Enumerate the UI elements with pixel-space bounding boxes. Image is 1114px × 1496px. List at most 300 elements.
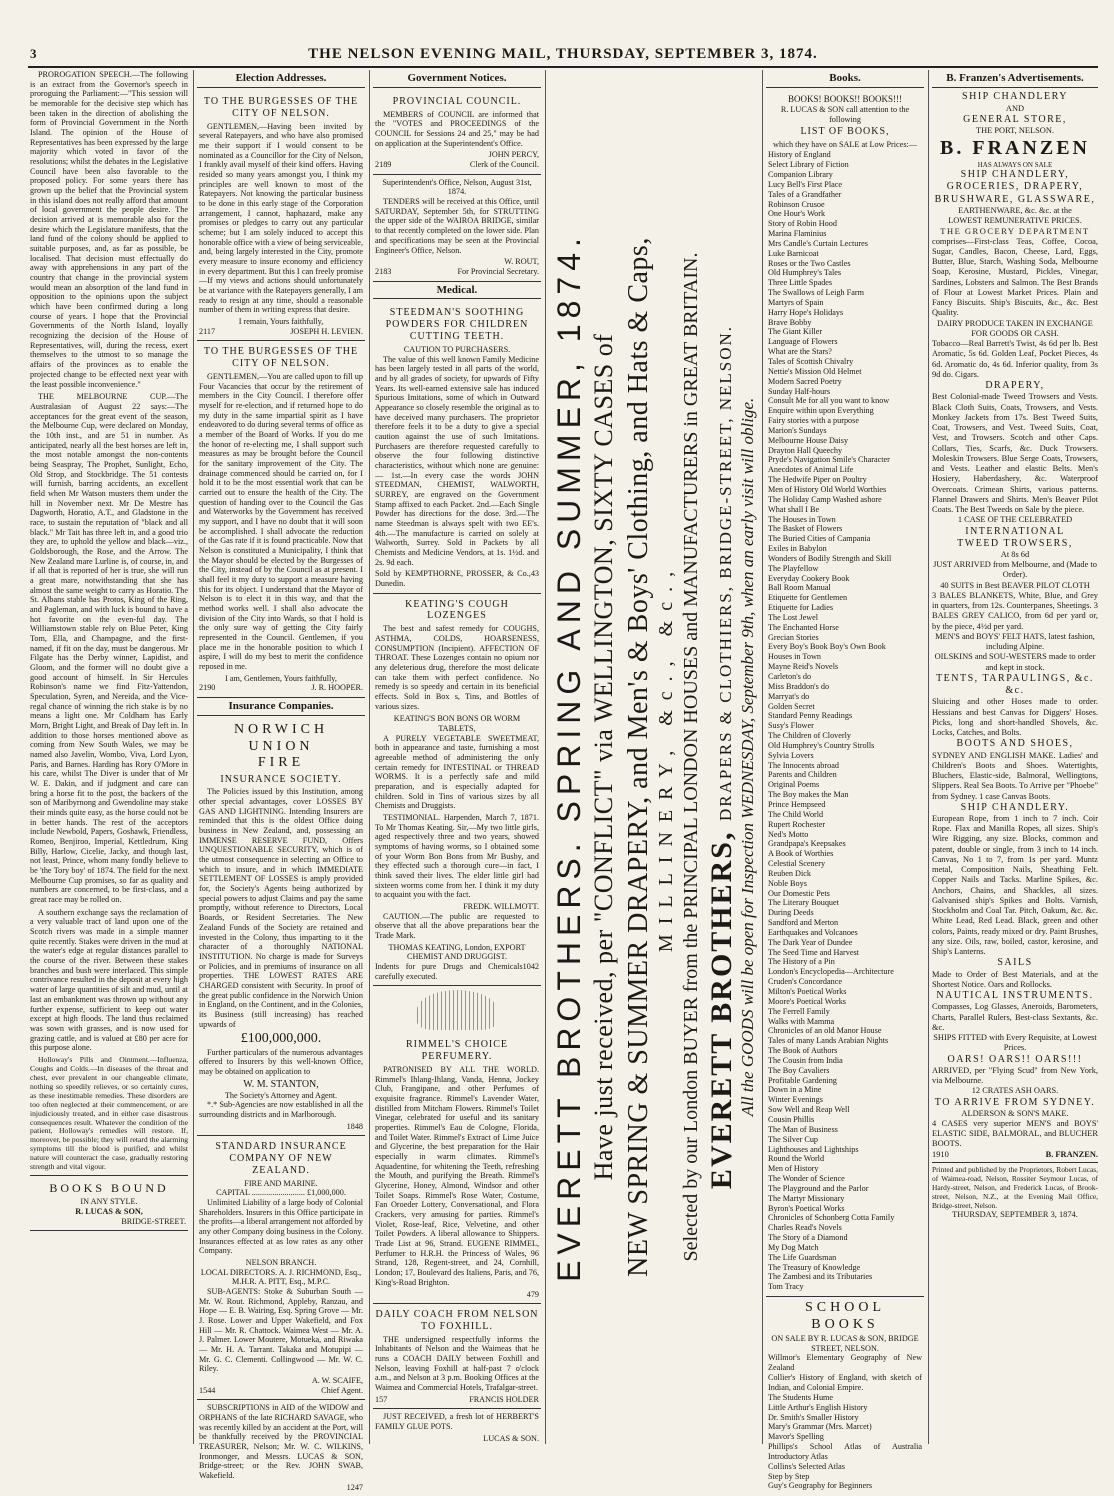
book-list-item: Marryat's do	[768, 691, 810, 701]
everett-selected: Selected by our London BUYER from the PRINCIPAL LONDON HOUSES and MANUFACTURERS in GREAT BRITAIN.	[680, 252, 702, 1262]
nu-num: 1848	[346, 1121, 363, 1131]
std-agents: SUB-AGENTS: Stoke & Suburban South — Mr. W. Rout. Richmond, Appleby, Ranzau, and Hope — E. B. Wairing, Esq. Spring Grove — Mr. J. Rose. Lower and Upper Wakefield, and Fox Hill — Mr. R. Chattock. Waimea West — Mr. A. J. Palmer. Lower Moutere, Motueka, and Riwaka — Mr. H. A. Tarrant. Takaka and Motupipi — Mr. G. C. Clementi. Collingwood — Mr. W. C. Riley.	[199, 1287, 363, 1374]
imprint: Printed and published by the Proprietors, Robert Lucas, of Waimea-road, Nelson, Rossiter Seymour Lucas, of Hardy-street, Nelson, and Frederick Lucas, of Brook-street, Nelson, N.Z., at the Evening Mail Office, Bridge-street, Nelson.	[932, 1162, 1098, 1210]
worm-caution: CAUTION.—The public are requested to observe that all the above preparations bear the Trade Mark.	[375, 911, 539, 941]
book-list-item: Harry Hope's Holidays	[768, 307, 844, 317]
everett-name	[705, 70, 739, 1444]
book-list-item: London's Encyclopedia—Architecture	[768, 967, 894, 977]
school-book-item: Collins's Selected Atlas	[768, 1461, 845, 1471]
prorogation-speech: PROROGATION SPEECH.—The following is an extract from the Governor's speech in proroguing the Parliament:—"This session will be memorable for the decisive step which has been taken in the direction of abolishing the form of Provincial Government in the North Island. The opinion of the House of Representatives has been expressed by the large majority which voted in favor of the resolutions; whilst the debates in the Legislative Council have been also favorable to the proposed policy. For some years there has grown up the belief that the Provincial system in this island does not really afford that amount of local government the people desire. The decision arrived at is memorable also for the desire which the Legislature manifests, that the land fund of the colony should be applied to suitable purposes, and, as far as possible, be localised. That decision must effectually do away with apprehensions in any part of the country that change in the provincial system would mean an absorption of the land fund in opposition to the opinions upon the subject which have been confirmed during a long course of years. I hope that the Provincial Governments of the North Island, loyally recognizing the decision of the House of Representatives, will, during the recess, exert themselves to the utmost to so manage the affairs of the provinces as to enable the projected change to be effected next year with the least possible inconvenience."	[30, 70, 188, 389]
std-agent-role: Chief Agent.	[321, 1385, 363, 1395]
school-books-list	[768, 1353, 922, 1491]
franzen-l3: GENERAL STORE,	[963, 113, 1067, 125]
franzen-sydney: TO ARRIVE FROM SYDNEY.	[934, 1096, 1096, 1108]
book-list-item: The Boy makes the Man	[768, 790, 849, 800]
nu-agent: W. M. STANTON,	[243, 1078, 319, 1090]
nu-tail: Further particulars of the numerous advantages offered to Insurers by this well-known Office, may be obtained on application to	[199, 1047, 363, 1077]
everett-received: Have just received, per "CONFLICT" via WELLINGTON, SIXTY CASES of	[589, 333, 618, 1181]
book-list-item: Everyday Cookery Book	[768, 573, 850, 583]
pc-role: Clerk of the Council.	[469, 160, 539, 170]
keating-lozenges-ad	[373, 594, 541, 987]
book-list-item: Walks with Mamma	[768, 1016, 835, 1026]
book-list-item: Prince Hempseed	[768, 799, 826, 809]
book-list-item: Consult Me for all you want to know	[768, 396, 890, 406]
hooper-name: J. R. HOOPER.	[311, 683, 363, 693]
book-list-item: The Swallows of Leigh Farm	[768, 288, 864, 298]
std-agent: A. W. SCAIFE,	[311, 1376, 363, 1386]
franzen-tweed-price: At 8s 6d	[1000, 549, 1030, 559]
book-list-item: The Lost Jewel	[768, 612, 819, 622]
book-list-item: The Basket of Flowers	[768, 524, 843, 534]
std-sub: FIRE AND MARINE.	[244, 1178, 318, 1188]
franzen-tweed: TWEED TROWSERS,	[957, 537, 1073, 549]
book-list-item: Sunday Half-hours	[768, 386, 831, 396]
provincial-council-notice	[373, 91, 541, 175]
book-list-item: Enquire within upon Everything	[768, 406, 874, 416]
nu-amount: £100,000,000.	[240, 1031, 322, 1047]
book-list-item: The Child World	[768, 809, 824, 819]
franzen-oilskins: OILSKINS and SOU-WESTERS made to order and kept in stock.	[934, 652, 1096, 672]
book-list-item: The Innocents abroad	[768, 760, 839, 770]
franzen-oars-body: ARRIVED, per "Flying Scud" from New York, via Melbourne.	[932, 1065, 1098, 1085]
sub-num: 1247	[346, 1482, 363, 1492]
levien-num: 2117	[199, 326, 216, 336]
book-list-item: Sylvia Lovers	[768, 750, 814, 760]
book-list-item: Winter Evenings	[768, 1095, 823, 1105]
book-list-item: Old Humphrey's Tales	[768, 268, 842, 278]
pc-body: MEMBERS of COUNCIL are informed that the "VOTES and PROCEEDINGS of the COUNCIL for Sessions 24 and 25," may be had on application at the Superintendent's Office.	[375, 109, 539, 148]
std-capital: CAPITAL .......................... £1,000,000.	[216, 1188, 346, 1198]
books-list	[768, 150, 922, 1292]
franzen-dairy: DAIRY PRODUCE TAKEN IN EXCHANGE FOR GOODS OR CASH.	[937, 318, 1093, 338]
book-list-item: Roses or the Two Castles	[768, 258, 851, 268]
insurance-heading: Insurance Companies.	[197, 700, 365, 716]
book-list-item: The Literary Bouquet	[768, 898, 839, 908]
book-list-item: Tales of Scottish Chivalry	[768, 357, 854, 367]
franzen-boots-body: SYDNEY AND ENGLISH MAKE. Ladies' and Children's Boots and Shoes. Watertights, Bluchers, Elastic-side, Balmoral, Wellingtons, Slippers. Real Sea Boots. To Arrive per "Phoebe" from Sydney. 1 case Canvas Boots.	[932, 750, 1098, 801]
column-books	[766, 70, 924, 1491]
steedman-num: 43	[530, 569, 539, 579]
pc-title: PROVINCIAL COUNCIL.	[392, 95, 522, 107]
book-list-item: The Book of Authors	[768, 1046, 838, 1056]
book-list-item: Noble Boys	[768, 878, 807, 888]
book-list-item: The Enchanted Horse	[768, 622, 839, 632]
rimmel-num: 479	[526, 1289, 539, 1299]
keating-num: 1042	[522, 962, 539, 972]
steedman-title: STEEDMAN'S SOOTHING POWDERS FOR CHILDREN CUTTING TEETH.	[385, 307, 529, 343]
franzen-drapery: DRAPERY,	[985, 380, 1045, 392]
book-list-item: The Hedwife Piper on Poultry	[768, 475, 867, 485]
book-list-item: Byron's Poetical Works	[768, 1203, 845, 1213]
franzen-groc: GROCERIES, DRAPERY,	[946, 181, 1084, 193]
franzen-lowest: LOWEST REMUNERATIVE PRICES.	[948, 216, 1082, 226]
column-rule	[928, 70, 929, 1444]
book-list-item: Luke Barnicoat	[768, 248, 819, 258]
book-list-item: Cousin Phillis	[768, 1114, 815, 1124]
book-list-item: The Silver Cup	[768, 1134, 819, 1144]
steedman-sold: Sold by KEMPTHORNE, PROSSER, & Co., Dunedin.	[375, 569, 531, 588]
franzen-drapery-body: Best Colonial-made Tweed Trowsers and Vests. Black Cloth Suits, Coats, Trowsers, and Vests. Monkey Jackets from 17s. Best Tweed Suits, Coat, Trowsers, and Vest. Tweed Suits, Coat, Vest, and Trowsers. Scotch and other Caps. Collars, Ties, Scarfs, &c. Duck Trowsers. Moleskin Trowsers. Blue Serge Coats, Trowsers, and Vests. Leather and elastic Belts. Men's Hosiery, Haberdashery, &c. Waterproof Overcoats. Crimean Shirts, various patterns. Flannel Drawers and Shirts. Men's Beaver Pilot Coats. The Best Tweeds on Sale by the piece.	[932, 392, 1098, 515]
franzen-has: HAS ALWAYS ON SALE	[977, 160, 1053, 169]
book-list-item: Marion's Sundays	[768, 425, 827, 435]
medical-heading: Medical.	[373, 284, 541, 300]
std-num: 1544	[199, 1385, 216, 1395]
book-list-item: Pryde's Navigation Smile's Character	[768, 455, 890, 465]
franzen-tents-body: Sluicing and other Hoses made to order. Hessians and best Canvas for Diggers' Hoses. Picks, long and short-handled Shovels, &c. Locks, Catches, and Bolts.	[932, 697, 1098, 738]
book-list-item: Cruden's Concordance	[768, 977, 843, 987]
nu-fire: FIRE	[257, 755, 305, 771]
school-book-item: Mary's Grammar (Mrs. Marcet)	[768, 1422, 872, 1432]
school-book-item: Step by Step	[768, 1471, 810, 1481]
book-list-item: The Children of Cloverly	[768, 731, 851, 741]
book-list-item: Wonders of Bodily Strength and Skill	[768, 553, 892, 563]
book-list-item: Mrs Candle's Curtain Lectures	[768, 238, 868, 248]
book-list-item: Reuben Dick	[768, 868, 811, 878]
school-book-item: Little Arthur's English History	[768, 1402, 868, 1412]
std-branch: NELSON BRANCH.	[245, 1258, 317, 1267]
sub-body: SUBSCRIPTIONS in AID of the WIDOW and ORPHANS of the late RICHARD SAVAGE, who was recently killed by an accident at the Port, will be thankfully received by the PROVINCIAL TREASURER, Nelson; Mr. W. C. WILKINS, Ironmonger, and Messrs. LUCAS & SON, Bridge-street; or the Rev. JOHN SWAB, Wakefield.	[199, 1403, 363, 1481]
book-list-item: Language of Flowers	[768, 337, 838, 347]
government-heading: Government Notices.	[373, 72, 541, 88]
book-list-item: Down in a Mine	[768, 1085, 822, 1095]
hooper-body: GENTLEMEN,—You are called upon to fill up Four Vacancies that occur by the retirement of members in the City Council. I therefore offer myself for re-election, and if returned hope to do my duty in the same impartial spirit as I have endeavored to do during several terms of office as a member of the Board of Works. If you do me the honor of re-electing me, I shall support such measures as may be brought before the Council for the sanitary improvement of the City. The drainage commenced should be carried on, for I hold it to be the most essential work that can be carried out to ensure the health of the City. The question of handing over to the Council the Gas and Waterworks by the Government has received my support, and I have no doubt that it will soon be accomplished. I shall advocate the reduction of the Gas rate if it is found practicable. Now that Nelson is constituted a Municipality, I think that the Mayor should be elected by the Burgesses of the City, instead of by the Council as at present. I shall feel it my duty to support a measure having this for its object. I understand that the Mayor of Nelson is to elect it in this way, and that the method works well. I shall also advocate the division of the City into Wards, so that I hold is the only sure way of getting the City fairly represented in the Council. Gentlemen, if you place me in the honorable position to which I aspire, I will do my best to merit the confidence reposed in me.	[199, 371, 363, 672]
franzen-sails: SAILS	[997, 957, 1033, 969]
book-list-item: What are the Stars?	[768, 347, 832, 357]
book-list-item: Every Boy's Book Boy's Own Book	[768, 642, 886, 652]
book-list-item: Three Little Spades	[768, 278, 833, 288]
levien-title: TO THE BURGESSES OF THE CITY OF NELSON.	[203, 95, 359, 119]
book-list-item: Parents and Children	[768, 770, 837, 780]
books-bound-addr: BRIDGE-STREET.	[121, 1216, 186, 1226]
books-intro: R. LUCAS & SON call attention to the following	[780, 104, 910, 124]
franzen-heading: B. Franzen's Advertisements.	[932, 72, 1098, 88]
book-list-item: Moore's Poetical Works	[768, 996, 846, 1006]
book-list-item: The Dark Year of Dundee	[768, 937, 853, 947]
book-list-item: Grandpapa's Keepsakes	[768, 839, 846, 849]
franzen-sig-num: 1910	[932, 1149, 949, 1159]
franzen-blankets: 3 BALES BLANKETS, White, Blue, and Grey in quarters, from 12s. Counterpanes, Sheetings. 3 BALES GREY CALICO, from 6d per yard or, by the piece, 4½d per yard.	[932, 590, 1098, 631]
books-list-title: LIST OF BOOKS,	[800, 126, 890, 138]
coach-num: 157	[375, 1394, 388, 1404]
coach-title: DAILY COACH FROM NELSON TO FOXHILL.	[375, 1309, 539, 1332]
pc-num: 2189	[375, 160, 392, 170]
franzen-sails-body: Made to Order of Best Materials, and at the Shortest Notice. Oars and Rollocks.	[932, 969, 1098, 989]
column-rule	[762, 70, 763, 1444]
franzen-tents: TENTS, TARPAULINGS, &c. &c.	[936, 672, 1094, 697]
school-book-item: The Students Hume	[768, 1392, 834, 1402]
everett-name-text: EVERETT BROTHERS,	[705, 830, 738, 1190]
books-bound-sig: R. LUCAS & SON,	[75, 1207, 143, 1217]
book-list-item: During Deeds	[768, 908, 814, 918]
franzen-l1: SHIP CHANDLERY	[962, 91, 1068, 103]
franzen-l2: AND	[1005, 103, 1025, 113]
book-list-item: Drayton Hall Queechy	[768, 445, 843, 455]
franzen-felt: MEN'S and BOYS' FELT HATS, latest fashion, including Alpine.	[935, 631, 1095, 652]
book-list-item: A Book of Worthies	[768, 849, 834, 859]
school-book-item: Willmor's Elementary Geography of New Zealand	[768, 1353, 922, 1373]
book-list-item: Exiles in Babylon	[768, 544, 827, 554]
book-list-item: Charles Read's Novels	[768, 1223, 842, 1233]
book-list-item: Sow Well and Reap Well	[768, 1105, 850, 1115]
book-list-item: The Playground and the Parlor	[768, 1183, 869, 1193]
school-book-item: Dr. Smith's Smaller History	[768, 1412, 859, 1422]
imprint-date: THURSDAY, SEPTEMBER 3, 1874.	[952, 1210, 1078, 1220]
levien-sign: I remain, Yours faithfully,	[238, 317, 324, 326]
hooper-title: TO THE BURGESSES OF THE CITY OF NELSON.	[203, 346, 359, 370]
book-list-item: Sandford and Merton	[768, 918, 839, 928]
book-list-item: Carleton's do	[768, 672, 812, 682]
book-list-item: The Holiday Camp Washed ashore	[768, 494, 882, 504]
franzen-ash: 12 CRATES ASH OARS.	[971, 1086, 1059, 1096]
steedman-body: The value of this well known Family Medicine has been largely tested in all parts of the world, and by all grades of society, for upwards of Fifty Years. Its well-earned extensive sale has induced Spurious Imitations, some of which in Outward Appearance so closely resemble the original as to have deceived many purchasers. The proprietor therefore feels it to be a duty to give a special caution against the use of such Imitations. Purchasers are therefore requested carefully to observe the four following distinctive characteristics, without which none are genuine:— 1st.—In every case the words JOHN STEEDMAN, CHEMIST, WALWORTH, SURREY, are engraved on the Government Stamp affixed to each Packet. 2nd.—Each Single Powder has directions for the dose. 3rd.—The name Steedman is always spelt with two EE's. 4th.—The manufacture is carried on solely at Walworth, Surrey. Sold in Packets by all Chemists and Medicine Vendors, at 1s. 1½d. and 2s. 9d each.	[375, 354, 539, 567]
std-directors: LOCAL DIRECTORS. A. J. RICHMOND, Esq., M.H.R. A. PITT, Esq., M.P.C.	[200, 1267, 362, 1287]
everett-address: DRAPERS & CLOTHIERS, BRIDGE-STREET, NELSON.	[716, 324, 735, 821]
book-list-item: Houses in Town	[768, 652, 821, 662]
book-list-item: Earthquakes and Volcanoes	[768, 927, 858, 937]
book-list-item: Tales of many Lands Arabian Nights	[768, 1036, 889, 1046]
franzen-intl: INTERNATIONAL	[965, 525, 1065, 537]
book-list-item: Our Domestic Pets	[768, 888, 830, 898]
worm-title: KEATING'S BON BONS OR WORM TABLETS,	[393, 714, 521, 733]
book-list-item: Modern Sacred Poetry	[768, 376, 842, 386]
franzen-boots: BOOTS AND SHOES,	[956, 738, 1074, 750]
hooper-num: 2190	[199, 683, 216, 693]
book-list-item: Grecian Stories	[768, 632, 819, 642]
book-list-item: Marina Flaminius	[768, 229, 827, 239]
melbourne-cup: THE MELBOURNE CUP.—The Australasian of August 22 says:—The acceptances for the great event of the season, the Melbourne Cup, were declared on Monday, the 10th inst., and are 51 in number. As anticipated, nearly all the best horses are left in, the most notable amongst the non-contents being Seaspray, The Prophet, Sunlight, Echo, Old Strop, and Stockbridge. The 51 contests will furnish, barring accidents, an excellent field when Mr Watson musters them under the hill in November next. Mr De Mestre has Dagworth, Horatio, A.T., and Gladstone in the race, to sustain the reputation of "black and all black." Mr Tait has three left in, and a good trio they are, to uphold the yellow and black—viz., Goldsborough, the Rose, and the Arrow. The New Zealand mare Lurline is, of course, in, and if all that is reported of her is true, she will run a great mare, notwithstanding that she has almost the same weight to carry as Horatio. The St. Albans stable has Protos, King of the Ring, and Pagleman, and with luck is bound to have a hot favorite on the even-ful day. The Williamstown stable rely on Blue Peter, King Tom, Ella, and Champagne, and the first-named, if fit on the day, must be dangerous. Mr Filgate has the Derby winner, Lapidist, and Gloom, and the former will no doubt give a good account of himself. In Sir Hercules Robinson's name we find Fitz-Yattendon, Speculation, Syren, and Nereida, and the Vice-regal chance of winning the rich stake is by no means a light one. Mr Coldham has Early Morn, Bright Light, and Break of Day left in. In addition to those horses mentioned above as coming from New South Wales, we may be named also Javelin, Wombo, Viva, Lord Lyon, Paris, and Barnes. Harding has Rory O'More in his care, whilst The Diver is under that of Mr W. E. Dakin, and if judgment and care can bring a horse fit to the post, the backers of the son of Maribyrnong and Gwendoline may stake their minds quite easy, as the horse could not be in better hands. The rest of the acceptors include Newbold, Papers, Goshawk, Friendless, Romeo, Benjiroo, Imperial, Kettledrum, King Billy, Harlow, Cicelie, Jacky, and though last, not least, Prince, whom many fondly believe to be 'the Tory boy' of 1874. The field for the next Melbourne Cup promises, so far as quality and numbers are concerned, to be first-class, and a great race may be rolled on.	[30, 392, 188, 905]
books-list-ad	[766, 91, 924, 1297]
worm-body: A PURELY VEGETABLE SWEETMEAT, both in appearance and taste, furnishing a most agreeable method of administering the only certain remedy for INTESTINAL or THREAD WORMS. It is a perfectly safe and mild preparation, and is especially adapted for children. Sold in Tins of various sizes by all Chemists and Druggists.	[375, 733, 539, 811]
school-book-item: Guy's Geography for Beginners	[768, 1481, 873, 1491]
book-list-item: Celestial Scenery	[768, 859, 826, 869]
book-list-item: History of England	[768, 150, 831, 160]
everett-rotated-block	[545, 70, 760, 1444]
book-list-item: One Hour's Work	[768, 209, 826, 219]
levien-body: GENTLEMEN,—Having been invited by several Ratepayers, and who have also promised me their support if I would consent to be nominated as a Councillor for the City of Nelson, I frankly avail myself of their kind offers. Having resided so many years amongst you, I think my principles are well known to most of the Ratepayers. Not knowing the particular business to be done in this early stage of the Corporation arrangement, I cannot, haphazard, make any promises or pledges to carry out any particular scheme; but I am solely induced to accept this honorable office with a view of being serviceable, and, being largely interested in the City, promote every measure to insure economy and efficiency in every department. But this I can freely promise—If my views and actions should unfortunately be at variance with the Ratepayers generally, I am ready to resign at any time, should a reasonable number of them in writing express that desire.	[199, 121, 363, 315]
standard-insurance-ad	[197, 1136, 365, 1400]
book-list-item: Mayne Reid's Novels	[768, 662, 839, 672]
books-sale: which they have on SALE at Low Prices:—	[773, 140, 917, 150]
franzen-sc: SHIP CHANDLERY,	[960, 169, 1070, 181]
election-heading: Election Addresses.	[197, 72, 365, 88]
book-list-item: Miss Braddon's do	[768, 681, 830, 691]
subscriptions-ad	[197, 1400, 365, 1496]
coach-name: FRANCIS HOLDER	[469, 1394, 539, 1404]
book-list-item: Ball Room Manual	[768, 583, 831, 593]
page-number: 3	[30, 46, 37, 61]
column-franzen	[932, 70, 1098, 1444]
franzen-gd: THE GROCERY DEPARTMENT	[940, 226, 1090, 237]
book-list-item: Tales of a Grandfather	[768, 189, 842, 199]
book-list-item: Ned's Motto	[768, 829, 809, 839]
book-list-item: Round the World	[768, 1154, 825, 1164]
franzen-sig: B. FRANZEN.	[1045, 1149, 1098, 1159]
book-list-item: The Boy Cavaliers	[768, 1065, 830, 1075]
reclamation-article: A southern exchange says the reclamation of a very valuable tract of land upon one of the Scotch rivers was made in a simple manner quite recently. Stakes were driven in the mud at the water's edge at regular distances parallel to the course of the river. Between these stakes branches and bush were interlaced. This simple contrivance resulted in the deposit at every high water of large quantities of silt and mud, until at last an embankment was thrown up without any further expense, sufficient to keep out water except at high floods. The land thus reclaimed was sown with grasses, and is now used for grazing cattle, and is valued at £80 per acre for this purpose alone.	[30, 907, 188, 1053]
nu-agent-role: The Society's Attorney and Agent.	[224, 1090, 338, 1100]
hooper-sign: I am, Gentlemen, Yours faithfully,	[225, 673, 337, 683]
hooper-address	[197, 341, 365, 698]
nu-society: INSURANCE SOCIETY.	[220, 773, 342, 785]
keating-note: Indents for pure Drugs and Chemicals carefully executed.	[375, 962, 523, 981]
book-list-item: The Houses in Town	[768, 514, 836, 524]
franzen-oars: OARS! OARS!! OARS!!!	[947, 1053, 1083, 1065]
book-list-item: Standard Penny Readings	[768, 711, 853, 721]
franzen-name: B. FRANZEN	[939, 137, 1090, 160]
coach-body: THE undersigned respectfully informs the Inhabitants of Nelson and the Waimeas that he runs a COACH DAILY between Foxhill and Nelson, leaving Foxhill at half-past 7 o'clock a.m., and Nelson at 3 p.m. Booking Offices at the Waimea and Commercial Hotels, Trafalgar-street.	[375, 1334, 539, 1393]
book-list-item: The Playfellow	[768, 563, 819, 573]
book-list-item: What shall I Be	[768, 504, 820, 514]
glue-pots-ad	[373, 1409, 541, 1447]
everett-millinery: MILLINERY, &c., &c.,	[655, 561, 677, 953]
masthead-title: THE NELSON EVENING MAIL, THURSDAY, SEPTEMBER 3, 1874.	[308, 46, 818, 62]
book-list-item: Lucy Bell's First Place	[768, 179, 843, 189]
book-list-item: My Dog Match	[768, 1242, 819, 1252]
books-bound-title: BOOKS BOUND	[49, 1181, 169, 1196]
book-list-item: Anecdotes of Animal Life	[768, 465, 854, 475]
franzen-ships: SHIPS FITTED with Every Requisite, at Lowest Prices.	[933, 1033, 1097, 1053]
steedman-ad	[373, 302, 541, 593]
book-list-item: The Buried Cities of Campania	[768, 534, 871, 544]
book-list-item: Melbourne House Daisy	[768, 435, 849, 445]
tender-body: TENDERS will be received at this Office, until SATURDAY, September 5th, for STRUTTING the upper side of the WAIROA BRIDGE, similar to that recently completed on the lower side. Plan and specifications may be seen at the Provincial Engineer's Office, Nelson.	[375, 197, 539, 255]
book-list-item: Old Humphrey's Country Strolls	[768, 740, 875, 750]
holloway-ad: Holloway's Pills and Ointment.—Influenza, Coughs and Colds.—In diseases of the throat and chest, ever prevalent in our changeable climate, nothing so speedily relieves, or so certainly cures, as these inestimable remedies. These disorders are too often neglected at their commencement, or are injudiciously treated, and in either case disastrous consequences result. Whatever the condition of the patient, Holloway's remedies will restore. If, moreover, be possible; they will retard the alarming symptoms till the blood is purified, and whilst nature will counteract the case, gradually restoring strength and vital vigour.	[30, 1054, 188, 1172]
school-book-item: Mavor's Spelling	[768, 1432, 824, 1442]
tender-name: W. ROUT,	[504, 257, 539, 267]
book-list-item: Profitable Gardening	[768, 1075, 837, 1085]
levien-address	[197, 91, 365, 341]
book-list-item: The Cousin from India	[768, 1055, 843, 1065]
franzen-sydney-sub: ALDERSON & SON'S MAKE.	[961, 1108, 1069, 1118]
book-list-item: The History of a Pin	[768, 957, 835, 967]
book-list-item: Story of Robin Hood	[768, 219, 837, 229]
worm-name: FREDK. WILLMOTT.	[463, 902, 539, 912]
franzen-case: 1 CASE OF THE CELEBRATED	[957, 515, 1073, 525]
school-title: SCHOOL BOOKS	[804, 1300, 885, 1332]
book-list-item: Brave Bobby	[768, 317, 812, 327]
std-body: Unlimited Liability of a large body of Colonial Shareholders. Insurers in this Office participate in the profits—a liberal arrangement not afforded by any other Company doing business in the Colony. Insurances effected at as low rates as any other Company.	[199, 1197, 363, 1256]
school-book-item: Phillips's School Atlas of Australia Introductory Atlas	[768, 1442, 922, 1461]
book-list-item: Chronicles of Schonberg Cotta Family	[768, 1213, 895, 1223]
column-news	[30, 70, 188, 1444]
everett-brothers-ad	[545, 70, 760, 1444]
rimmel-ad	[373, 1034, 541, 1304]
book-list-item: The Treasury of Knowledge	[768, 1262, 861, 1272]
column-rule	[193, 70, 194, 1444]
book-list-item: Susy's Flower	[768, 721, 814, 731]
everett-inspection: All the GOODS will be open for Inspection WEDNESDAY, September 9th, when an early visit will oblige.	[738, 397, 757, 1117]
keating-title: KEATING'S COUGH LOZENGES	[405, 598, 509, 622]
everett-headline: EVERETT BROTHERS. SPRING AND SUMMER, 1874.	[551, 232, 587, 1282]
rimmel-title: RIMMEL'S CHOICE PERFUMERY.	[405, 1039, 509, 1063]
franzen-brush: BRUSHWARE, GLASSWARE,	[934, 193, 1096, 205]
book-list-item: Chronicles of an old Manor House	[768, 1026, 882, 1036]
school-sub: ON SALE BY R. LUCAS & SON, BRIDGE STREET, NELSON.	[771, 1333, 919, 1353]
franzen-l4: THE PORT, NELSON.	[976, 126, 1054, 136]
book-list-item: Robinson Crusoe	[768, 199, 825, 209]
books-top: BOOKS! BOOKS!! BOOKS!!!	[787, 93, 902, 104]
book-list-item: Rupert Rochester	[768, 819, 826, 829]
book-list-item: Etiquette for Gentlemen	[768, 593, 848, 603]
steedman-caution: CAUTION TO PURCHASERS.	[403, 344, 511, 354]
school-book-item: Collier's History of England, with sketch of Indian, and Colonial Empire.	[768, 1373, 922, 1392]
books-bound-line: IN ANY STYLE.	[80, 1197, 138, 1207]
book-list-item: The Man of Business	[768, 1124, 838, 1134]
book-list-item: The Story of a Diamond	[768, 1233, 848, 1243]
book-list-item: The Martyr Missionary	[768, 1193, 845, 1203]
rimmel-body: PATRONISED BY ALL THE WORLD. Rimmel's Ihlang-Ihlang, Vanda, Henna, Jockey Club, Frangipane, and other Perfumes of exquisite fragrance. Rimmel's Lavender Water, distilled from Mitcham Flowers. Rimmel's Toilet Vinegar, celebrated for useful and its sanitary properties. Rimmel's Eau de Cologne, Florida, and Toilet Water. Rimmel's Extract of Lime Juice and Glycerine, the best preparation for the Hair especially in warm climates. Rimmel's Aquadentine, for whitening the Teeth, refreshing the Mouth, and purifying the Breath. Rimmel's Glycerine, Honey, Almond, Windsor and other Toilet Soaps. Rimmel's Rose Water, Costume, Fan Oroeder Lottery, Conversational, and Flora Crackers, very amusing for parties. Rimmel's Violet, Rose-leaf, Rice, Velvetine, and other Toilet Powders. A liberal allowance to Shippers. Trade List at 96, Strand. EUGENE RIMMEL, Perfumer to H.R.H. the Princess of Wales, 96 Strand, 128, Regent-street, and 24, Cornhill, London; 17, Boulevard des Italiens, Paris, and 76, King's-Road Brighton.	[375, 1065, 539, 1287]
franzen-ship: SHIP CHANDLERY.	[960, 801, 1070, 813]
books-bound-ad	[30, 1175, 188, 1231]
tender-num: 2183	[375, 266, 392, 276]
tender-office: Superintendent's Office, Nelson, August 31st, 1874.	[382, 177, 532, 197]
book-list-item: Tom Tracy	[768, 1282, 804, 1292]
coach-ad	[373, 1304, 541, 1409]
franzen-ship-body: European Rope, from 1 inch to 7 inch. Coir Rope. Flax and Manilla Ropes, all sizes. Ship's Wire Rigging, any size. Blocks, common and patent, double or single, from 3 inch to 14 inch. Canvas, No 1 to 7, from 1s per yard. Muntz metal, Composition Nails, Sheathing Felt. Copper Nails and Tacks. Marline Spikes, &c. Anchors, Chains, and Shackles, all sizes. Galvanised ship's Spikes and Bolts. Varnish, Stockholm and Coal Tar. Pitch, Oakum, &c. &c. White Lead, Red Lead. Black, green and other colors, Paints, ready mixed or dry. Paint Brushes, any size. Oils, raw, boiled, castor, kerosine, and Ship's Lanterns.	[932, 813, 1098, 957]
book-list-item: Companion Library	[768, 169, 833, 179]
tenders-notice	[373, 175, 541, 282]
norwich-union-ad	[197, 719, 365, 1136]
book-list-item: Nettie's Mission Old Helmet	[768, 366, 862, 376]
franzen-earth: EARTHENWARE, &c. &c. at the	[958, 205, 1072, 215]
nu-note: *.* Sub-Agencies are now established in all the surrounding districts and in Marlborough.	[199, 1100, 363, 1119]
book-list-item: The Life Guardsman	[768, 1252, 837, 1262]
everett-drapery: NEW SPRING & SUMMER DRAPERY, and Men's & Boys' Clothing, and Hats & Caps,	[623, 237, 654, 1277]
book-list-item: The Giant Killer	[768, 327, 823, 337]
franzen-arr2: 40 SUITS in Best BEAVER PILOT CLOTH	[940, 580, 1090, 590]
book-list-item: The Zambesi and its Tributaries	[768, 1272, 873, 1282]
book-list-item: The Wonder of Science	[768, 1174, 845, 1184]
just-name: LUCAS & SON.	[483, 1433, 539, 1443]
book-list-item: Men of History	[768, 1164, 819, 1174]
column-elections-insurance	[197, 70, 365, 1492]
masthead-rule	[28, 66, 1098, 68]
keating-maker: THOMAS KEATING, London, EXPORT CHEMIST AND DRUGGIST.	[388, 942, 526, 962]
franzen-arr1: JUST ARRIVED from Melbourne, and (Made to Order).	[933, 560, 1097, 580]
column-rule	[369, 70, 370, 1444]
book-list-item: Lighthouses and Lightships	[768, 1144, 859, 1154]
book-list-item: Original Poems	[768, 780, 820, 790]
book-list-item: Men of History Old World Worthies	[768, 484, 887, 494]
worm-testimonial: TESTIMONIAL. Harpenden, March 7, 1871. To Mr Thomas Keating. Sir,—My two little girls, aged respectively three and two years, showed symptoms of having worms, so I obtained some of your Worm Bon Bons from Mr Busby, and they effected such a thorough cure—in fact, I think saved their lives. The elder little girl had sixteen worms come from her. I think it my duty to acquaint you with the fact.	[375, 813, 539, 900]
just-body: JUST RECEIVED, a fresh lot of HERBERT'S FAMILY GLUE POTS.	[375, 1412, 539, 1432]
column-government-medical	[373, 70, 541, 1444]
franzen-nautical-body: Compasses, Log Glasses, Aneroids, Barometers, Charts, Parallel Rulers, Best-class Sextants, &c. &c.	[932, 1002, 1098, 1032]
levien-name: JOSEPH H. LEVIEN.	[290, 326, 363, 336]
book-list-item: Martyrs of Spain	[768, 297, 824, 307]
franzen-nautical: NAUTICAL INSTRUMENTS.	[936, 990, 1094, 1002]
book-list-item: Select Library of Fiction	[768, 160, 849, 170]
pc-name: JOHN PERCY,	[488, 150, 539, 160]
book-list-item: Golden Secret	[768, 701, 815, 711]
book-list-item: Milton's Poetical Works	[768, 987, 847, 997]
franzen-gd-body: comprises—First-class Teas, Coffee, Cocoa, Sugar, Candles, Bacon, Cheese, Lard, Eggs, Butter, Blue, Starch, Washing Soda, Melbourne Soap, Kerosine, Mustard, Pickles, Vinegar, Sardines, Lobsters and Salmon. The Best Brands of Flour at Lowest Market Prices. Plain and Fancy Biscuits. Ship's Biscuits, &c., &c. Best Quality.	[932, 236, 1098, 318]
book-list-item: Etiquette for Ladies	[768, 603, 834, 613]
school-books-ad	[766, 1297, 924, 1495]
std-title: STANDARD INSURANCE COMPANY OF NEW ZEALAND.	[215, 1141, 347, 1176]
book-list-item: The Ferrell Family	[768, 1006, 830, 1016]
nu-title: NORWICH UNION	[233, 722, 329, 754]
nu-body: The Policies issued by this Institution, among other special advantages, cover LOSSES BY GAS AND LIGHTNING. Intending Insurers are reminded that this is the oldest Office doing business in New Zealand, and, possessing an IMMENSE RESERVE FUND, Offers UNQUESTIONABLE SECURITY, which is of the utmost consequence in selecting an Office to which to insure, and in which IMMEDIATE SETTLEMENT OF LOSSES is amply provided for, the Society's Agents being authorized by special powers to adjust Claims and pay the same promptly, without reference to Directors, Local Boards, or Resident Secretaries. The New Zealand Funds of the Society are retained and invested in the Colony, thus imparting to it the character of a thoroughly NATIONAL INSTITUTION. No charge is made for Surveys or Policies, and in premiums of insurance on all properties. THE LOWEST RATES ARE CHARGED consistent with Security. In proof of the great public confidence in the Norwich Union in England, on the Continent, and in the Colonies, its Business (still increasing) has reached upwards of	[199, 787, 363, 1029]
keating-body: The best and safest remedy for COUGHS, ASTHMA, COLDS, HOARSENESS, CONSUMPTION (Incipient). AFFECTION OF THROAT. These Lozenges contain no opium nor any deleterious drug, therefore the most delicate can take them with perfect confidence. No remedy is so speedy and certain in its beneficial effects. Sold in Box s, Tins, and Bottles of various sizes.	[375, 624, 539, 711]
tender-role: For Provincial Secretary.	[457, 266, 539, 276]
franzen-tobacco: Tobacco—Real Barrett's Twist, 4s 6d per lb. Best Aromatic, 5s 6d. Golden Leaf, Pocket Pieces, 4s 6d. Aromatic do, 4s 6d. Inferior quality, from 3s 9d do. Cigars.	[932, 339, 1098, 379]
books-heading: Books.	[766, 72, 924, 88]
book-list-item: The Seed Time and Harvest	[768, 947, 859, 957]
franzen-cases: 4 CASES very superior MEN'S and BOYS' ELASTIC SIDE, BALMORAL, and BLUCHER BOOTS.	[932, 1118, 1098, 1149]
book-list-item: Fairy stories with a purpose	[768, 416, 859, 426]
